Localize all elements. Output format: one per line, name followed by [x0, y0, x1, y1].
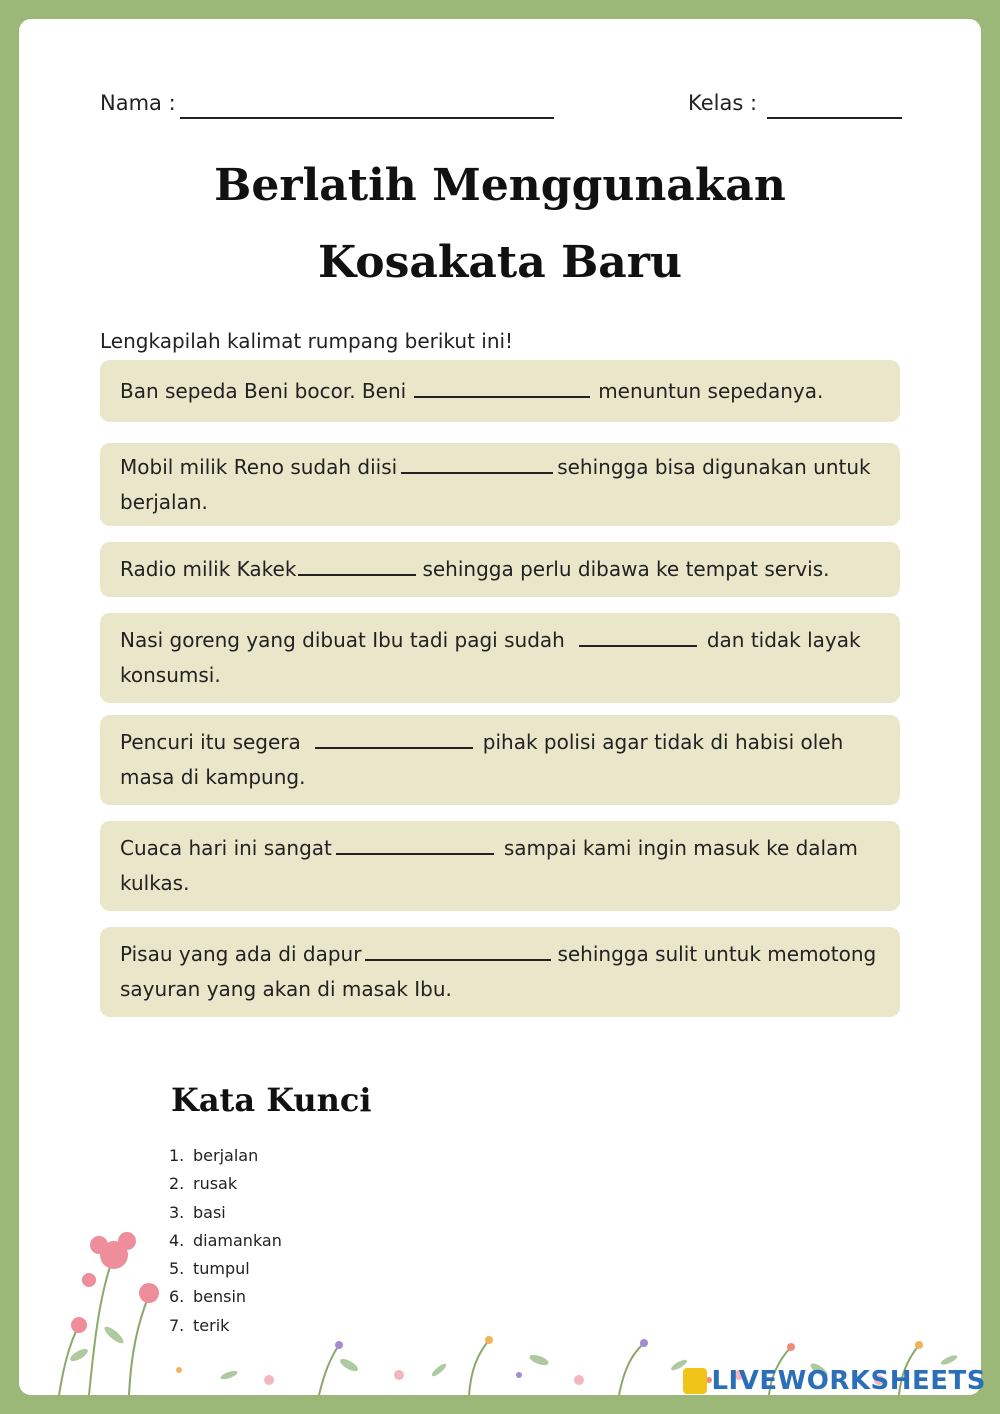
title-line-1: Berlatih Menggunakan — [214, 160, 786, 211]
question-text-before: Radio milik Kakek — [120, 557, 297, 581]
list-number: 4. — [169, 1230, 185, 1250]
liveworksheets-watermark — [683, 1366, 986, 1396]
question-text-after: dan tidak layak konsumsi. — [120, 628, 861, 687]
answer-blank-7[interactable] — [365, 941, 551, 961]
key-word: berjalan — [193, 1146, 259, 1165]
list-number: 7. — [169, 1315, 185, 1335]
worksheet-page — [19, 19, 981, 1395]
question-text-after: sehingga bisa digunakan untuk berjalan. — [120, 454, 871, 514]
key-word: bensin — [193, 1287, 247, 1307]
question-text-after: sehingga perlu dibawa ke tempat servis. — [422, 557, 830, 581]
name-label: Nama : — [100, 91, 176, 115]
question-text-before: Pencuri itu segera — [120, 730, 301, 754]
answer-blank-4[interactable] — [579, 627, 697, 647]
question-text-after: sampai kami ingin masuk ke dalam kulkas. — [120, 836, 858, 895]
question-text-after: sehingga sulit untuk memotong sayuran yang akan di masak Ibu. — [120, 942, 877, 1001]
key-word: terik — [193, 1315, 230, 1335]
question-text-after: menuntun sepedanya. — [598, 378, 824, 403]
question-box-1 — [100, 360, 900, 422]
title-line-2: Kosakata Baru — [318, 237, 682, 288]
question-box-4 — [100, 613, 900, 703]
answer-blank-2[interactable] — [401, 454, 553, 474]
question-text-before: Nasi goreng yang dibuat Ibu tadi pagi sudah — [120, 628, 565, 652]
list-number: 3. — [169, 1202, 185, 1222]
list-number: 6. — [169, 1287, 185, 1307]
liveworksheets-logo-icon — [683, 1368, 707, 1394]
list-number: 1. — [169, 1146, 185, 1165]
key-title: Kata Kunci — [171, 1081, 372, 1119]
key-word: diamankan — [193, 1230, 282, 1250]
question-text-before: Pisau yang ada di dapur — [120, 942, 362, 966]
answer-blank-6[interactable] — [336, 835, 494, 855]
question-text-after: pihak polisi agar tidak di habisi oleh masa di kampung. — [120, 730, 844, 789]
answer-blank-3[interactable] — [298, 556, 416, 576]
name-input-line[interactable] — [180, 117, 554, 119]
question-text-before: Cuaca hari ini sangat — [120, 836, 332, 860]
class-label: Kelas : — [688, 91, 758, 115]
question-text-before: Ban sepeda Beni bocor. Beni — [120, 378, 407, 403]
instruction-text: Lengkapilah kalimat rumpang berikut ini! — [100, 329, 514, 353]
key-word: rusak — [193, 1174, 238, 1194]
key-word: basi — [193, 1202, 226, 1222]
question-box-5 — [100, 715, 900, 805]
class-input-line[interactable] — [767, 117, 902, 119]
answer-blank-5[interactable] — [315, 729, 473, 749]
page-title — [19, 147, 981, 301]
student-info-row — [100, 91, 920, 121]
list-number: 5. — [169, 1259, 185, 1279]
question-text-before: Mobil milik Reno sudah diisi — [120, 454, 398, 479]
question-box-2 — [100, 443, 900, 526]
question-box-6 — [100, 821, 900, 911]
list-number: 2. — [169, 1174, 185, 1194]
list-item — [169, 1142, 282, 1170]
floral-decoration — [19, 1175, 981, 1395]
question-box-7 — [100, 927, 900, 1017]
watermark-text: LIVEWORKSHEETS — [711, 1366, 986, 1396]
question-box-3 — [100, 542, 900, 597]
answer-blank-1[interactable] — [414, 378, 590, 398]
key-word: tumpul — [193, 1259, 250, 1279]
